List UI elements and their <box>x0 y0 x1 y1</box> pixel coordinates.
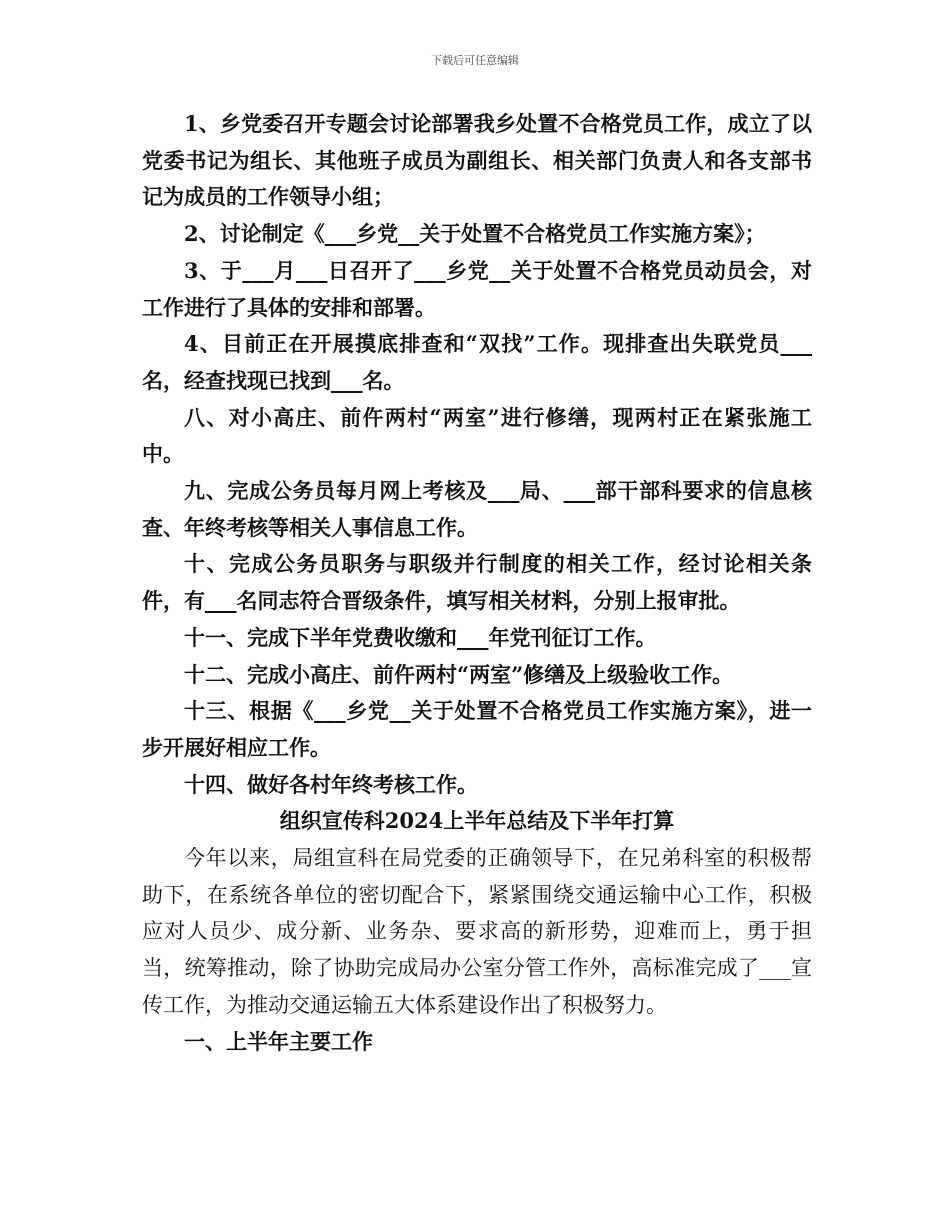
paragraph-2: 2、讨论制定《___乡党__关于处置不合格党员工作实施方案》； <box>184 221 766 247</box>
intro-paragraph: 今年以来，局组宣科在局党委的正确领导下，在兄弟科室的积极帮助下，在系统各单位的密切配合下，紧紧围绕交通运输中心工作，积极应对人员少、成分新、业务杂、要求高的新形势，迎难而上，勇于担当，统筹推动，除了协助完成局办公室分管工作外，高标准完成了___宣传工作，为推动交通运输五大体系建设作出了积极努力。 <box>142 846 812 1017</box>
paragraph-3: 3、于___月___日召开了___乡党__关于处置不合格党员动员会，对工作进行了具体的安排和部署。 <box>142 257 812 320</box>
paragraph-9: 九、完成公务员每月网上考核及___局、___部干部科要求的信息核查、年终考核等相关人事信息工作。 <box>142 478 812 540</box>
document-body <box>142 106 812 1060</box>
paragraph-10: 十、完成公务员职务与职级并行制度的相关工作，经讨论相关条件，有___名同志符合晋级条件，填写相关材料，分别上报审批。 <box>142 551 812 614</box>
paragraph-12: 十二、完成小高庄、前仵两村“两室”修缮及上级验收工作。 <box>184 661 734 687</box>
paragraph-13: 十三、根据《___乡党__关于处置不合格党员工作实施方案》，进一步开展好相应工作。 <box>142 698 812 760</box>
paragraph-4: 4、目前正在开展摸底排查和“双找”工作。现排查出失联党员___名，经查找现已找到___名。 <box>142 331 812 393</box>
paragraph-8: 八、对小高庄、前仵两村“两室”进行修缮，现两村正在紧张施工中。 <box>142 404 812 467</box>
paragraph-11: 十一、完成下半年党费收缴和___年党刊征订工作。 <box>184 624 657 650</box>
subheading: 一、上半年主要工作 <box>184 1028 373 1054</box>
paragraph-1: 1、乡党委召开专题会讨论部署我乡处置不合格党员工作，成立了以党委书记为组长、其他班子成员为副组长、相关部门负责人和各支部书记为成员的工作领导小组； <box>142 111 812 210</box>
section-title: 组织宣传科2024上半年总结及下半年打算 <box>279 808 675 834</box>
page-header: 下载后可任意编辑 <box>431 54 519 67</box>
paragraph-14: 十四、做好各村年终考核工作。 <box>184 771 478 797</box>
